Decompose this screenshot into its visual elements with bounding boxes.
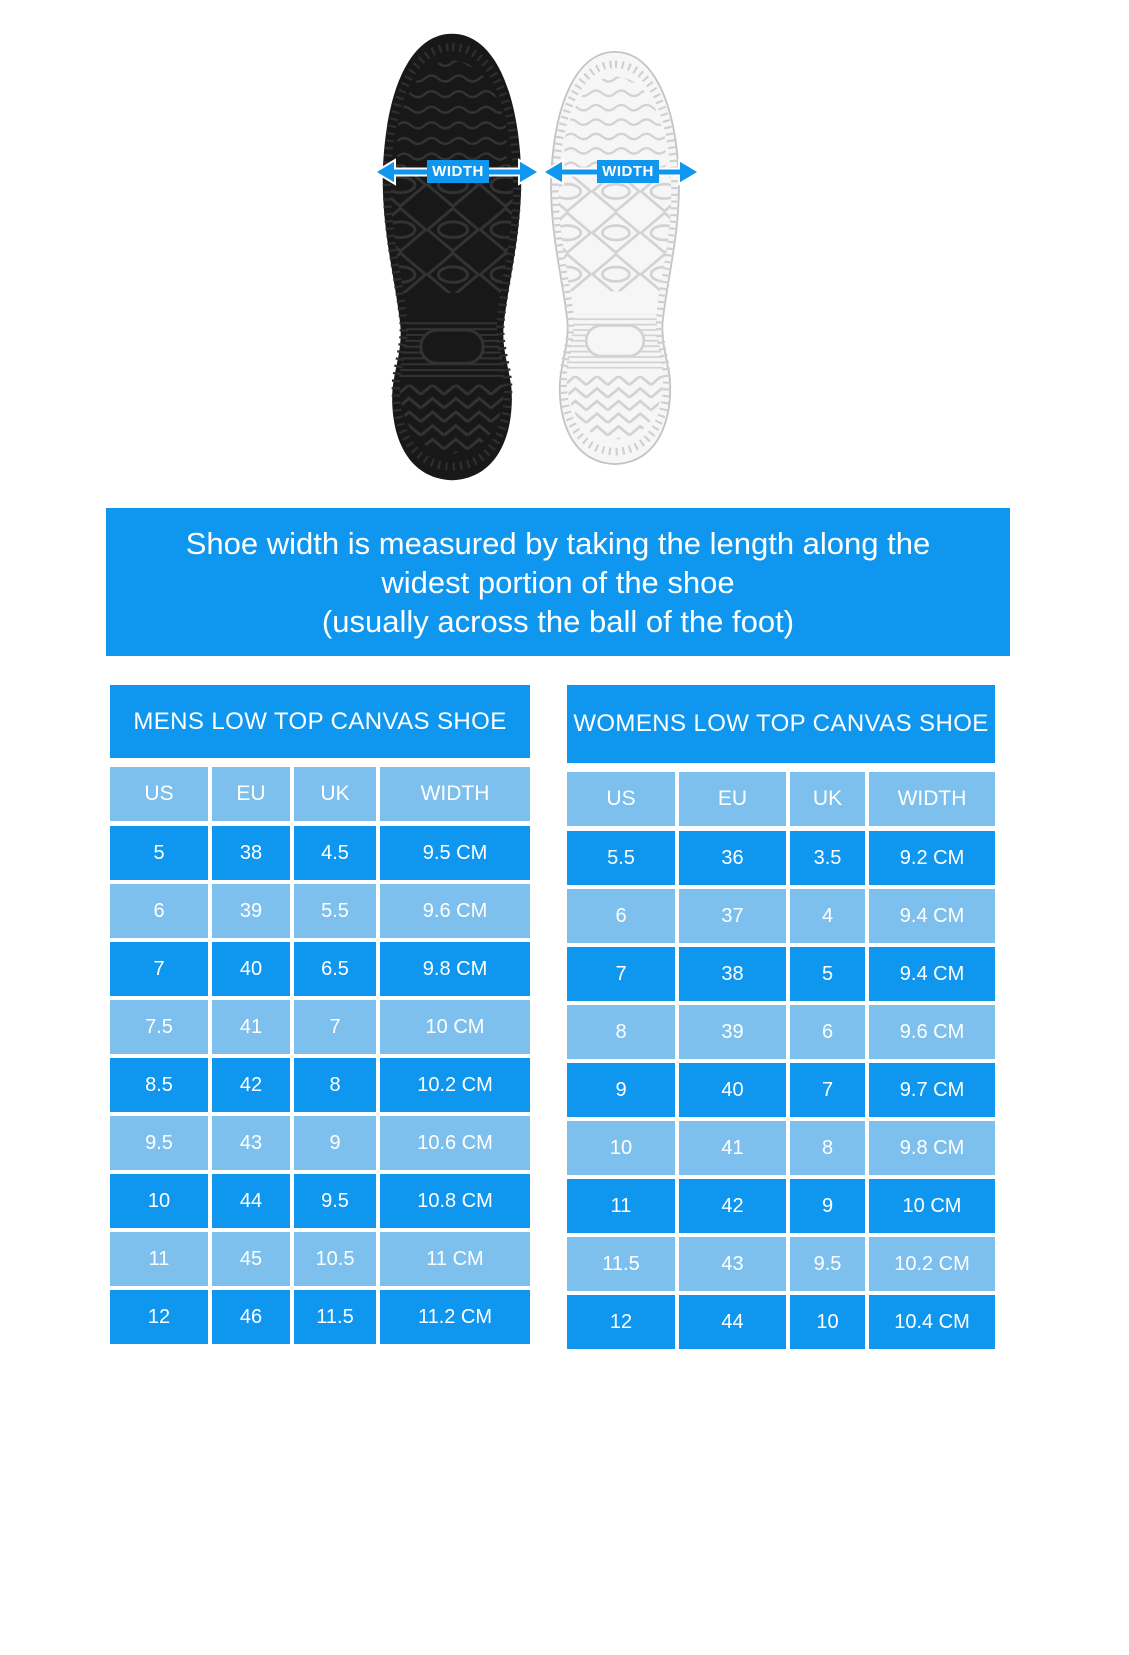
table-cell: 42: [212, 1058, 290, 1112]
table-cell: 11: [567, 1179, 675, 1233]
table-cell: 39: [212, 884, 290, 938]
table-cell: 9.4 CM: [869, 947, 995, 1001]
table-cell: 9.8 CM: [869, 1121, 995, 1175]
column-header: WIDTH: [869, 772, 995, 826]
white-sole-illustration: [543, 30, 687, 486]
table-cell: 6: [567, 889, 675, 943]
table-row: [567, 1063, 995, 1117]
table-cell: 11.5: [567, 1237, 675, 1291]
table-cell: 10.2 CM: [380, 1058, 530, 1112]
table-cell: 9: [790, 1179, 865, 1233]
table-cell: 9.6 CM: [380, 884, 530, 938]
table-cell: 46: [212, 1290, 290, 1344]
table-cell: 12: [567, 1295, 675, 1349]
table-cell: 10: [110, 1174, 208, 1228]
table-row: [110, 884, 530, 938]
table-cell: 11: [110, 1232, 208, 1286]
table-cell: 10.4 CM: [869, 1295, 995, 1349]
table-cell: 38: [679, 947, 786, 1001]
womens-table-header-row: [567, 772, 995, 826]
table-cell: 5: [110, 826, 208, 880]
womens-table-body: [567, 831, 995, 1349]
table-cell: 9: [294, 1116, 376, 1170]
table-cell: 11.5: [294, 1290, 376, 1344]
table-cell: 4: [790, 889, 865, 943]
table-row: [110, 1058, 530, 1112]
table-cell: 6.5: [294, 942, 376, 996]
table-cell: 10: [790, 1295, 865, 1349]
table-cell: 41: [212, 1000, 290, 1054]
mens-size-table: [110, 685, 530, 1344]
column-header: WIDTH: [380, 767, 530, 821]
column-header: US: [567, 772, 675, 826]
table-cell: 9.5 CM: [380, 826, 530, 880]
banner-line: Shoe width is measured by taking the length along the: [185, 525, 931, 561]
table-cell: 10.2 CM: [869, 1237, 995, 1291]
table-cell: 40: [679, 1063, 786, 1117]
table-cell: 6: [110, 884, 208, 938]
table-cell: 5: [790, 947, 865, 1001]
table-cell: 44: [212, 1174, 290, 1228]
table-row: [567, 1005, 995, 1059]
table-cell: 7: [567, 947, 675, 1001]
banner-line: widest portion of the shoe: [381, 564, 735, 600]
table-cell: 45: [212, 1232, 290, 1286]
table-row: [567, 1121, 995, 1175]
table-cell: 9.4 CM: [869, 889, 995, 943]
table-cell: 41: [679, 1121, 786, 1175]
black-sole-illustration: [374, 26, 530, 488]
table-cell: 7.5: [110, 1000, 208, 1054]
table-row: [567, 1179, 995, 1233]
table-cell: 10.8 CM: [380, 1174, 530, 1228]
mens-table-title: MENS LOW TOP CANVAS SHOE: [110, 685, 530, 758]
womens-table-title: WOMENS LOW TOP CANVAS SHOE: [567, 685, 995, 763]
table-cell: 9.8 CM: [380, 942, 530, 996]
table-cell: 5.5: [567, 831, 675, 885]
table-cell: 9: [567, 1063, 675, 1117]
womens-size-table: [567, 685, 995, 1349]
table-cell: 8: [567, 1005, 675, 1059]
table-cell: 10.5: [294, 1232, 376, 1286]
table-row: [567, 1237, 995, 1291]
table-cell: 39: [679, 1005, 786, 1059]
table-row: [567, 947, 995, 1001]
table-cell: 11 CM: [380, 1232, 530, 1286]
table-row: [567, 1295, 995, 1349]
banner-line: (usually across the ball of the foot): [321, 603, 795, 639]
table-cell: 40: [212, 942, 290, 996]
mens-table-header-row: [110, 767, 530, 821]
table-cell: 9.6 CM: [869, 1005, 995, 1059]
table-row: [110, 1290, 530, 1344]
table-cell: 7: [294, 1000, 376, 1054]
table-cell: 4.5: [294, 826, 376, 880]
white-sole-width-label: WIDTH: [597, 160, 659, 183]
black-sole-width-label: WIDTH: [427, 160, 489, 183]
measurement-explanation-banner: [106, 508, 1010, 656]
table-cell: 10 CM: [869, 1179, 995, 1233]
table-row: [110, 1000, 530, 1054]
table-cell: 8: [790, 1121, 865, 1175]
table-row: [110, 826, 530, 880]
table-row: [110, 1116, 530, 1170]
table-cell: 43: [679, 1237, 786, 1291]
table-cell: 5.5: [294, 884, 376, 938]
table-cell: 10: [567, 1121, 675, 1175]
table-row: [567, 889, 995, 943]
table-cell: 7: [110, 942, 208, 996]
table-cell: 10.6 CM: [380, 1116, 530, 1170]
table-cell: 12: [110, 1290, 208, 1344]
table-cell: 8.5: [110, 1058, 208, 1112]
column-header: UK: [790, 772, 865, 826]
table-cell: 9.5: [294, 1174, 376, 1228]
table-cell: 9.7 CM: [869, 1063, 995, 1117]
table-cell: 6: [790, 1005, 865, 1059]
table-cell: 36: [679, 831, 786, 885]
table-row: [110, 942, 530, 996]
table-row: [567, 831, 995, 885]
table-row: [110, 1174, 530, 1228]
table-row: [110, 1232, 530, 1286]
table-cell: 8: [294, 1058, 376, 1112]
column-header: EU: [212, 767, 290, 821]
table-cell: 9.5: [790, 1237, 865, 1291]
table-cell: 10 CM: [380, 1000, 530, 1054]
column-header: UK: [294, 767, 376, 821]
table-cell: 37: [679, 889, 786, 943]
column-header: US: [110, 767, 208, 821]
table-cell: 11.2 CM: [380, 1290, 530, 1344]
table-cell: 9.5: [110, 1116, 208, 1170]
table-cell: 3.5: [790, 831, 865, 885]
table-cell: 43: [212, 1116, 290, 1170]
table-cell: 44: [679, 1295, 786, 1349]
mens-table-body: [110, 826, 530, 1344]
table-cell: 42: [679, 1179, 786, 1233]
table-cell: 9.2 CM: [869, 831, 995, 885]
table-cell: 38: [212, 826, 290, 880]
table-cell: 7: [790, 1063, 865, 1117]
column-header: EU: [679, 772, 786, 826]
